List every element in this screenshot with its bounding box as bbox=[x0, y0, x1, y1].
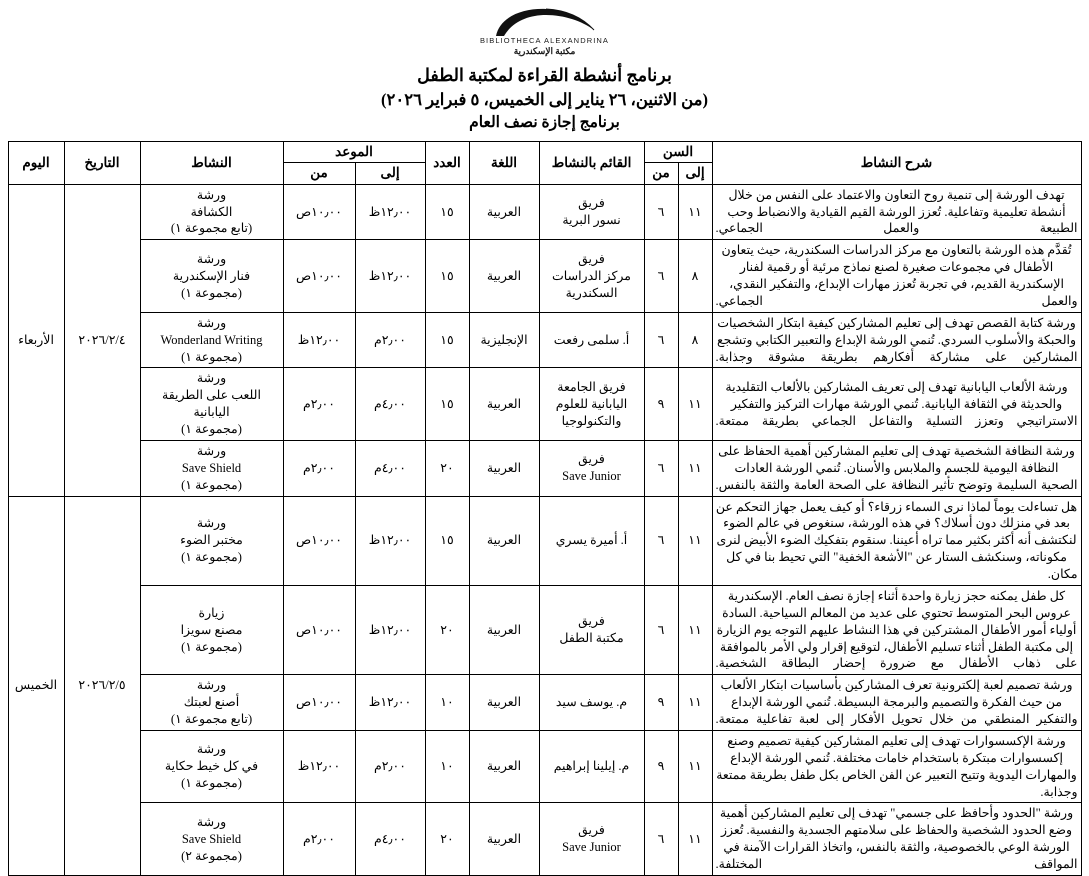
cell-description: تُقدَّم هذه الورشة بالتعاون مع مركز الدراسات السكندرية، حيث يتعاون الأطفال في مجموعات صغيرة لصنع نماذج مرئية أو رقمية لفنار الإسكندرية القديم، في تجربة تُعزز مهارات الإبداع، والتفكير النقدي، والعمل الجماعي. bbox=[712, 240, 1081, 313]
logo-latin-name: BIBLIOTHECA ALEXANDRINA bbox=[479, 36, 610, 45]
cell-language: العربية bbox=[469, 803, 539, 876]
document-title-block bbox=[0, 63, 1089, 134]
title-line-3: برنامج إجازة نصف العام bbox=[469, 114, 620, 132]
cell-leader: فريق Save Junior bbox=[539, 803, 644, 876]
cell-description: ورشة الإكسسوارات تهدف إلى تعليم المشاركين كيفية تصميم وصنع إكسسوارات مبتكرة باستخدام خامات مختلفة. تُنمي الورشة الإبداع والمهارات اليدوية وتتيح التعبير عن الفن الخاص بكل طفل بطريقة ممتعة وجذابة. bbox=[712, 730, 1081, 803]
cell-count: ٢٠ bbox=[425, 803, 469, 876]
header-time-from: من bbox=[283, 163, 355, 184]
cell-language: العربية bbox=[469, 496, 539, 585]
cell-time-to: ٤٫٠٠م bbox=[355, 803, 425, 876]
cell-age-to: ١١ bbox=[678, 730, 712, 803]
title-line-2: (من الاثنين، ٢٦ يناير إلى الخميس، ٥ فبراير ٢٠٢٦) bbox=[381, 89, 708, 109]
cell-time-to: ٢٫٠٠م bbox=[355, 312, 425, 368]
table-row bbox=[8, 240, 1081, 313]
cell-language: الإنجليزية bbox=[469, 312, 539, 368]
cell-time-to: ٤٫٠٠م bbox=[355, 440, 425, 496]
leader-latin-name: Save Junior bbox=[562, 840, 621, 855]
cell-age-to: ١١ bbox=[678, 184, 712, 240]
leader-latin-name: Save Junior bbox=[562, 469, 621, 484]
header-age-to: إلى bbox=[678, 163, 712, 184]
header-description: شرح النشاط bbox=[712, 142, 1081, 184]
cell-count: ٢٠ bbox=[425, 440, 469, 496]
cell-activity: ورشة مختبر الضوء (مجموعة ١) bbox=[140, 496, 283, 585]
activity-latin-name: Save Shield bbox=[181, 460, 242, 475]
cell-time-to: ١٢٫٠٠ظ bbox=[355, 585, 425, 674]
header-date: التاريخ bbox=[64, 142, 140, 184]
cell-age-from: ٦ bbox=[644, 184, 678, 240]
cell-age-from: ٦ bbox=[644, 496, 678, 585]
header-activity: النشاط bbox=[140, 142, 283, 184]
cell-language: العربية bbox=[469, 585, 539, 674]
cell-activity: ورشة اللعب على الطريقة اليابانية (مجموعة ١) bbox=[140, 368, 283, 441]
cell-time-to: ١٢٫٠٠ظ bbox=[355, 496, 425, 585]
cell-activity: ورشة فنار الإسكندرية (مجموعة ١) bbox=[140, 240, 283, 313]
table-row bbox=[8, 496, 1081, 585]
cell-language: العربية bbox=[469, 368, 539, 441]
cell-time-from: ١٠٫٠٠ص bbox=[283, 675, 355, 731]
cell-count: ١٠ bbox=[425, 730, 469, 803]
cell-activity: زيارة مصنع سويزا (مجموعة ١) bbox=[140, 585, 283, 674]
cell-leader: فريق مركز الدراسات السكندرية bbox=[539, 240, 644, 313]
cell-leader: م. إيلينا إبراهيم bbox=[539, 730, 644, 803]
cell-age-to: ٨ bbox=[678, 240, 712, 313]
cell-time-from: ٢٫٠٠م bbox=[283, 440, 355, 496]
cell-day: الأربعاء bbox=[8, 184, 64, 496]
table-header-row-1 bbox=[8, 142, 1081, 163]
table-row bbox=[8, 585, 1081, 674]
header-language: اللغة bbox=[469, 142, 539, 184]
cell-count: ١٥ bbox=[425, 368, 469, 441]
cell-description: هل تساءلت يوماً لماذا نرى السماء زرقاء؟ أو كيف يعمل جهاز التحكم عن بعد في منزلك دون أسلاك؟ في هذه الورشة، سنغوص في عالم الضوء لنكتشف أنه أكثر بكثير مما تراه أعيننا. سنقوم بتفكيك الضوء الأبيض لنرى مكوناته، وسنكشف الستار عن "الأشعة الخفية" التي تحيط بنا في كل مكان. bbox=[712, 496, 1081, 585]
cell-description: ورشة تصميم لعبة إلكترونية تعرف المشاركين بأساسيات ابتكار الألعاب من حيث الفكرة والتصميم والبرمجة البسيطة. تُنمي الورشة الإبداع والتفكير المنطقي من خلال تحويل الأفكار إلى لعبة تفاعلية ممتعة. bbox=[712, 675, 1081, 731]
cell-activity: ورشة Save Shield (مجموعة ١) bbox=[140, 440, 283, 496]
table-row bbox=[8, 312, 1081, 368]
table-body bbox=[8, 184, 1081, 875]
table-row bbox=[8, 440, 1081, 496]
library-logo bbox=[0, 0, 1089, 57]
cell-age-to: ١١ bbox=[678, 440, 712, 496]
cell-activity: ورشة الكشافة (تابع مجموعة ١) bbox=[140, 184, 283, 240]
cell-time-to: ١٢٫٠٠ظ bbox=[355, 675, 425, 731]
cell-description: ورشة النظافة الشخصية تهدف إلى تعليم المشاركين أهمية الحفاظ على النظافة اليومية للجسم والملابس والأسنان. تُنمي الورشة العادات الصحية السليمة وتوضح تأثير النظافة على الصحة العامة والثقة بالنفس. bbox=[712, 440, 1081, 496]
bibliotheca-swoosh-icon bbox=[490, 8, 600, 38]
cell-age-from: ٦ bbox=[644, 240, 678, 313]
cell-leader: فريق Save Junior bbox=[539, 440, 644, 496]
cell-time-from: ١٠٫٠٠ص bbox=[283, 240, 355, 313]
header-age-from: من bbox=[644, 163, 678, 184]
cell-leader: أ. أميرة يسري bbox=[539, 496, 644, 585]
cell-language: العربية bbox=[469, 675, 539, 731]
cell-language: العربية bbox=[469, 440, 539, 496]
header-leader: القائم بالنشاط bbox=[539, 142, 644, 184]
activity-latin-name: Save Shield bbox=[181, 831, 242, 846]
cell-age-from: ٩ bbox=[644, 675, 678, 731]
logo-arabic-name: مكتبة الإسكندرية bbox=[513, 46, 576, 56]
cell-time-to: ١٢٫٠٠ظ bbox=[355, 240, 425, 313]
cell-leader: فريق الجامعة اليابانية للعلوم والتكنولوجيا bbox=[539, 368, 644, 441]
cell-time-from: ١٠٫٠٠ص bbox=[283, 585, 355, 674]
cell-language: العربية bbox=[469, 184, 539, 240]
cell-age-from: ٦ bbox=[644, 803, 678, 876]
cell-time-to: ٤٫٠٠م bbox=[355, 368, 425, 441]
cell-time-from: ١٢٫٠٠ظ bbox=[283, 730, 355, 803]
cell-activity: ورشة أصنع لعبتك (تابع مجموعة ١) bbox=[140, 675, 283, 731]
cell-day: الخميس bbox=[8, 496, 64, 875]
cell-description: ورشة كتابة القصص تهدف إلى تعليم المشاركين كيفية ابتكار الشخصيات والحبكة والأسلوب السردي. تُنمي الورشة الإبداع والتعبير الكتابي وتشجع المشاركين على مشاركة أفكارهم بطريقة مشوقة وجذابة. bbox=[712, 312, 1081, 368]
table-row bbox=[8, 675, 1081, 731]
cell-age-from: ٩ bbox=[644, 368, 678, 441]
table-row bbox=[8, 184, 1081, 240]
cell-leader: م. يوسف سيد bbox=[539, 675, 644, 731]
cell-language: العربية bbox=[469, 730, 539, 803]
activity-latin-name: Wonderland Writing bbox=[160, 332, 263, 347]
cell-description: ورشة "الحدود وأحافظ على جسمي" تهدف إلى تعليم المشاركين أهمية وضع الحدود الشخصية والحفاظ على سلامتهم الجسدية والنفسية. تُعزز الورشة الوعي بالخصوصية، والثقة بالنفس، واتخاذ القرارات الآمنة في المواقف المختلفة. bbox=[712, 803, 1081, 876]
cell-count: ١٥ bbox=[425, 184, 469, 240]
header-time-to: إلى bbox=[355, 163, 425, 184]
cell-time-from: ١٠٫٠٠ص bbox=[283, 496, 355, 585]
cell-age-to: ٨ bbox=[678, 312, 712, 368]
table-row bbox=[8, 730, 1081, 803]
cell-age-from: ٩ bbox=[644, 730, 678, 803]
cell-age-to: ١١ bbox=[678, 585, 712, 674]
table-row bbox=[8, 803, 1081, 876]
header-day: اليوم bbox=[8, 142, 64, 184]
cell-time-to: ١٢٫٠٠ظ bbox=[355, 184, 425, 240]
cell-description: كل طفل يمكنه حجز زيارة واحدة أثناء إجازة نصف العام. الإسكندرية عروس البحر المتوسط تحتوي على عديد من المعالم السياحية. السادة أولياء أمور الأطفال المشتركين في هذا النشاط عليهم التوجه يوم الزيارة إلى مكتبة الطفل أثناء تسليم الأطفال، لتوقيع إقرار ولي الأمر بالموافقة على ذهاب الأطفال مع ضرورة إحضار البطاقة الشخصية. bbox=[712, 585, 1081, 674]
table-row bbox=[8, 368, 1081, 441]
cell-count: ١٥ bbox=[425, 496, 469, 585]
header-count: العدد bbox=[425, 142, 469, 184]
header-time-group: الموعد bbox=[283, 142, 425, 163]
cell-leader: فريق نسور البرية bbox=[539, 184, 644, 240]
cell-activity: ورشة Wonderland Writing (مجموعة ١) bbox=[140, 312, 283, 368]
cell-time-from: ٢٫٠٠م bbox=[283, 803, 355, 876]
cell-age-from: ٦ bbox=[644, 312, 678, 368]
cell-count: ٢٠ bbox=[425, 585, 469, 674]
activities-schedule-table bbox=[8, 141, 1082, 876]
cell-time-from: ٢٫٠٠م bbox=[283, 368, 355, 441]
header-age-group: السن bbox=[644, 142, 712, 163]
cell-age-from: ٦ bbox=[644, 585, 678, 674]
cell-age-to: ١١ bbox=[678, 496, 712, 585]
cell-age-to: ١١ bbox=[678, 368, 712, 441]
cell-date: ٢٠٢٦/٢/٤ bbox=[64, 184, 140, 496]
cell-count: ١٠ bbox=[425, 675, 469, 731]
cell-age-from: ٦ bbox=[644, 440, 678, 496]
cell-time-to: ٢٫٠٠م bbox=[355, 730, 425, 803]
title-line-1: برنامج أنشطة القراءة لمكتبة الطفل bbox=[417, 65, 672, 85]
cell-age-to: ١١ bbox=[678, 803, 712, 876]
cell-description: ورشة الألعاب اليابانية تهدف إلى تعريف المشاركين بالألعاب التقليدية والحديثة في الثقافة اليابانية. تُنمي الورشة مهارات التركيز والتفكير الاستراتيجي وتعزز التسلية والتفاعل الجماعي بطريقة ممتعة. bbox=[712, 368, 1081, 441]
cell-count: ١٥ bbox=[425, 240, 469, 313]
cell-time-from: ١٠٫٠٠ص bbox=[283, 184, 355, 240]
cell-age-to: ١١ bbox=[678, 675, 712, 731]
cell-activity: ورشة في كل خيط حكاية (مجموعة ١) bbox=[140, 730, 283, 803]
cell-language: العربية bbox=[469, 240, 539, 313]
cell-leader: أ. سلمى رفعت bbox=[539, 312, 644, 368]
cell-leader: فريق مكتبة الطفل bbox=[539, 585, 644, 674]
cell-description: تهدف الورشة إلى تنمية روح التعاون والاعتماد على النفس من خلال أنشطة تعليمية وتفاعلية. تُعزز الورشة القيم القيادية والانضباط وحب الطبيعة والعمل الجماعي. bbox=[712, 184, 1081, 240]
cell-activity: ورشة Save Shield (مجموعة ٢) bbox=[140, 803, 283, 876]
cell-count: ١٥ bbox=[425, 312, 469, 368]
cell-time-from: ١٢٫٠٠ظ bbox=[283, 312, 355, 368]
cell-date: ٢٠٢٦/٢/٥ bbox=[64, 496, 140, 875]
